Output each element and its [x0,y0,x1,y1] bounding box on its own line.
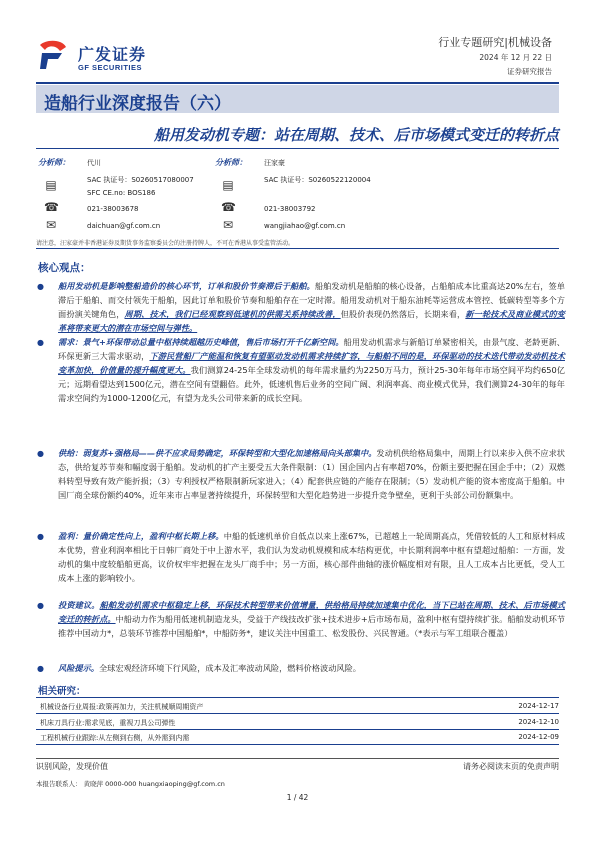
logo-english-name: GF SECURITIES [78,63,143,72]
logo-chinese-name: 广发证券 [78,45,147,64]
related-item-date: 2024-12-09 [518,733,559,741]
email-icon-2: ✉ [222,218,234,232]
footer-contact: 本报告联系人： 黄晓萍 0000-000 huangxiaoping@gf.com.cn [36,780,225,788]
analyst-1-name: 代川 [87,159,101,167]
core-point-risk: 风险提示。全球宏观经济环境下行风险，成本及汇率波动风险，燃料价格波动风险。 [58,663,361,673]
report-category: 行业专题研究|机械设备 [438,36,552,49]
related-item-title[interactable]: 机械设备行业周报:政策再加力，关注机械顺周期资产 [40,703,204,711]
bullet-icon: ● [37,532,44,541]
footer-slogan: 识别风险，发现价值 [36,762,108,771]
footer-disclaimer-note: 请务必阅读末页的免责声明 [463,762,559,771]
bullet-icon: ● [37,601,44,610]
core-point-profit: 盈利：量价确定性向上，盈利中枢长期上移。中船的低速机单价自低点以来上涨67%，已超越上一轮周期高点，凭借较低的人工和原材料成本优势，营业利润率相比于日韩厂商处于中上游水平，我们认为发动机规模和成本结构更优，中长期利润率中枢有望超过船舶：一方面，发动机的集中度较船舶更高，议价权牢牢把握在龙头厂商手中；另一方面，核心部件曲轴的涨价幅度相对有限，且人工成本占比更低，受人工成本上涨的影响较小。 [58,531,565,583]
email-icon: ✉ [45,218,57,232]
related-item-date: 2024-12-17 [518,702,559,710]
page-number: 1 / 42 [286,793,309,802]
core-views-heading: 核心观点： [38,262,91,274]
footer-divider [36,758,559,759]
phone-icon-2: ☎ [221,200,236,214]
id-card-icon: ▤ [45,178,57,192]
related-divider [36,697,559,698]
related-research-heading: 相关研究： [38,686,86,697]
analyst-disclaimer: 请注意，汪家豪并非香港证券及期货事务监察委员会的注册持牌人，不可在香港从事受监管活动。 [36,240,295,247]
bullet-icon: ● [37,282,44,291]
core-point-investment: 投资建议。船舶发动机需求中枢稳定上移，环保技术转型带来价值增量，供给格局持续加速集中优化，当下已站在周期、技术、后市场模式变迁的转折点。中船动力作为船用低速机制造龙头，受益于产线技改扩张+技术进步+后市场布局，盈利中枢有望持续扩张。船舶发动机环节推荐中国动力*，总装环节推荐中国船舶*，中船防务*，建议关注中国重工、松发股份、兴民智通。（*表示与军工组联合覆盖） [58,600,565,638]
related-item-title[interactable]: 机床刀具行业:需求见底，重视刀具公司弹性 [40,719,176,727]
bullet-icon: ● [37,449,44,458]
gf-logo-icon [36,39,70,73]
analyst-divider [36,248,559,249]
id-card-icon-2: ▤ [222,178,234,192]
analyst-2-email[interactable]: wangjiahao@gf.com.cn [264,222,346,230]
analyst-1-sfc: SFC CE.no: BOS186 [87,189,156,197]
analyst-label-2: 分析师： [215,158,247,167]
analyst-2-sac: SAC 执证号：S0260522120004 [264,176,371,184]
core-point-supply: 供给：弱复苏+强格局——供不应求局势确定，环保转型和大型化加速格局向头部集中。发动机供给格局集中，周期上行以来步入供不应求状态，供给复苏节奏和幅度弱于船舶。发动机的扩产主要受五大条件限制：（1）国企国内占有率超70%，份额主要把握在国企手中；（2）双燃料转型导致有效产能折损；（3）专利授权严格限制新玩家进入；（4）配套供应链的产能存在限制；（5）发动机产能的资本密度高于船舶。中国厂商全球份额约40%，近年来市占率显著持续提升，环保转型和大型化趋势进一步提升竞争壁垒，更利于头部公司份额集中。 [58,448,565,500]
analyst-label: 分析师： [38,158,70,167]
related-divider [36,729,559,730]
title-divider [36,148,559,149]
page-title: 造船行业深度报告（六） [44,94,231,114]
header-divider [36,82,559,84]
report-date: 2024 年 12 月 22 日 [479,53,552,62]
related-divider [36,744,559,745]
analyst-1-phone: 021-38003678 [87,205,139,213]
analyst-2-name: 汪家豪 [264,159,285,167]
analyst-1-sac: SAC 执证号：S0260517080007 [87,176,194,184]
page-subtitle: 船用发动机专题：站在周期、技术、后市场模式变迁的转折点 [153,126,559,144]
related-item-date: 2024-12-10 [518,718,559,726]
report-type: 证券研究报告 [507,67,552,76]
related-divider [36,713,559,714]
related-item-title[interactable]: 工程机械行业跟踪:从左侧到右侧，从外需到内需 [40,734,190,742]
analyst-1-email[interactable]: daichuan@gf.com.cn [87,222,161,230]
phone-icon: ☎ [44,200,59,214]
core-point-demand: 需求：景气+环保带动总量中枢持续超越历史峰值，售后市场打开千亿新空间。船用发动机需求与新船订单紧密相关，由景气度、老龄更新、环保更新三大需求驱动，下游民营船厂产能温和恢复有望驱动发动机需求持续扩容，与船舶不同的是，环保驱动的技术迭代带动发动机技术变革加快，价值量的提升幅度更大。我们测算24-25年全球发动机的每年需求量约为2250万马力，预计25-30年每年市场空间平均约650亿元；远期看望达到1500亿元，潜在空间有望翻倍。此外，低速机售后业务的空间广阔、利润率高、商业模式优异，我们测算24-30年的每年需求空间约为1000-1200亿元，有望为龙头公司带来新的成长空间。 [58,337,565,403]
analyst-2-phone: 021-38003792 [264,205,316,213]
bullet-icon: ● [37,338,44,347]
core-point-overview: 船用发动机是影响整船造价的核心环节，订单和股价节奏滞后于船舶。船舶发动机是船舶的核心设备，占船舶成本比重高达20%左右，签单滞后于船舶、而交付领先于船舶，因此订单和股价节奏和船舶存在一定时滞。船用发动机对于船东油耗等运营成本管控、低碳转型等多个方面扮演关键角色，周期、技术，我们已经观察到低速机的供需关系持续改善，但股价表现仍然落后，长期来看，新一轮技术及商业模式的变革将带来更大的潜在市场空间与弹性。 [58,281,565,333]
bullet-icon: ● [37,664,44,673]
